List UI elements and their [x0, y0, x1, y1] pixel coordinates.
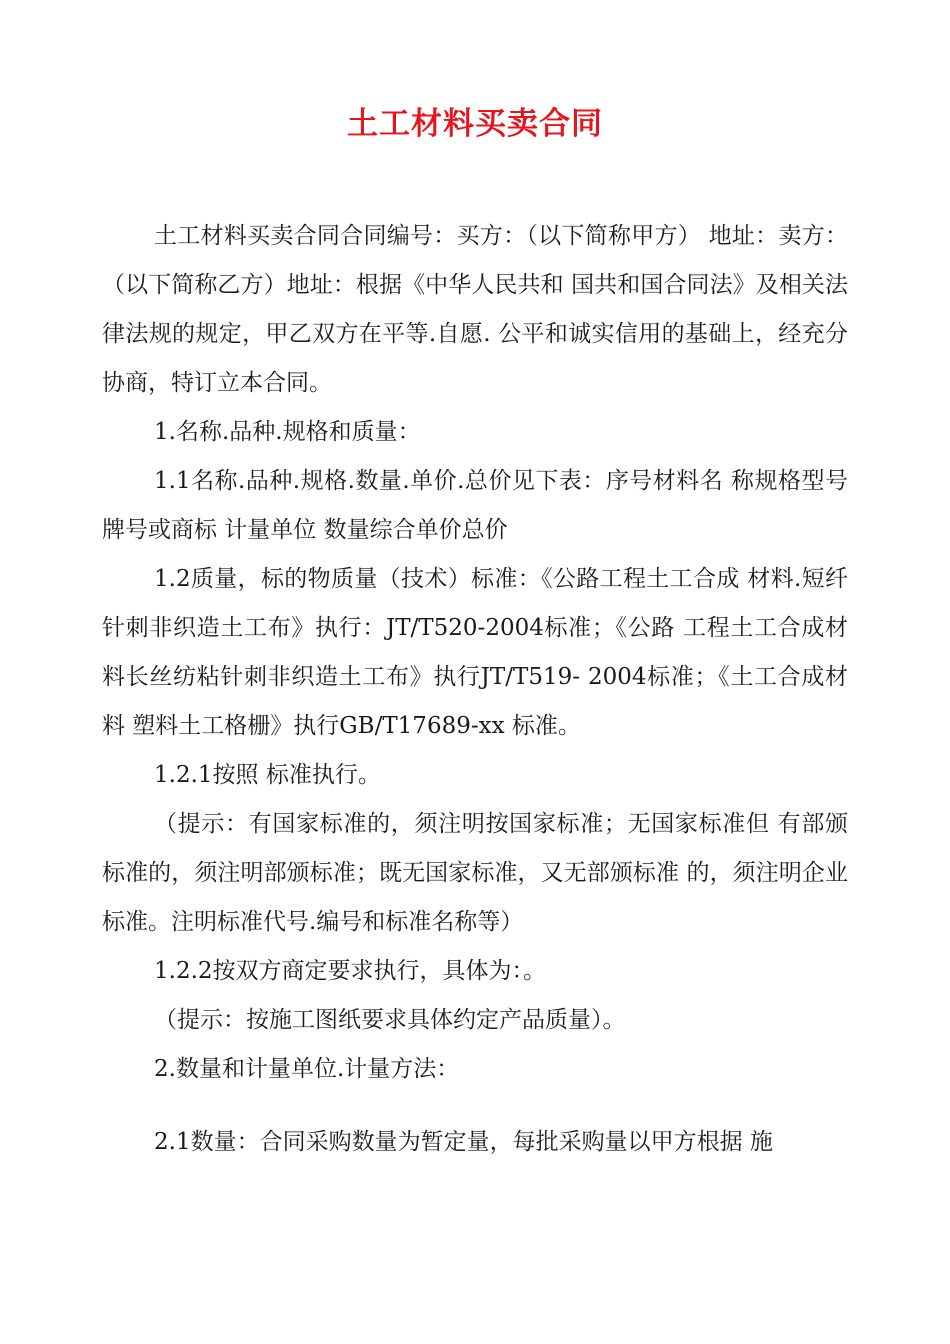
paragraph-hint-standards: （提示：有国家标准的，须注明按国家标准；无国家标准但 有部颁标准的，须注明部颁标准；既无国家标准，又无部颁标准 的，须注明企业标准。注明标准代号.编号和标准名称等） — [102, 811, 848, 935]
paragraph-section-1-heading: 1.名称.品种.规格和质量： — [154, 419, 421, 445]
document-title: 土工材料买卖合同 — [347, 106, 603, 142]
paragraph-section-2-1: 2.1数量：合同采购数量为暂定量，每批采购量以甲方根据 施 — [154, 1129, 773, 1155]
paragraph-section-2-heading: 2.数量和计量单位.计量方法： — [154, 1056, 460, 1082]
paragraph-section-1-1: 1.1名称.品种.规格.数量.单价.总价见下表：序号材料名 称规格型号牌号或商标 计量单位 数量综合单价总价 — [102, 468, 848, 543]
paragraph-section-1-2: 1.2质量，标的物质量（技术）标准：《公路工程土工合成 材料.短纤针刺非织造土工布》执行：JT/T520-2004标准；《公路 工程土工合成材料长丝纺粘针刺非织造土工布》执行JT/T519- 2004标准；《土工合成材料 塑料土工格栅》执行GB/T17689-xx 标准。 — [102, 566, 848, 739]
paragraph-section-1-2-2: 1.2.2按双方商定要求执行，具体为：。 — [154, 958, 547, 984]
paragraph-section-1-2-1: 1.2.1按照 标准执行。 — [154, 762, 381, 788]
paragraph-hint-quality: （提示：按施工图纸要求具体约定产品质量）。 — [154, 1007, 626, 1033]
paragraph-intro: 土工材料买卖合同合同编号：买方：（以下简称甲方） 地址：卖方：（以下简称乙方）地址：根据《中华人民共和 国共和国合同法》及相关法律法规的规定，甲乙双方在平等.自愿. 公平和诚实信用的基础上，经充分协商，特订立本合同。 — [102, 223, 848, 396]
document-body — [102, 212, 848, 1167]
